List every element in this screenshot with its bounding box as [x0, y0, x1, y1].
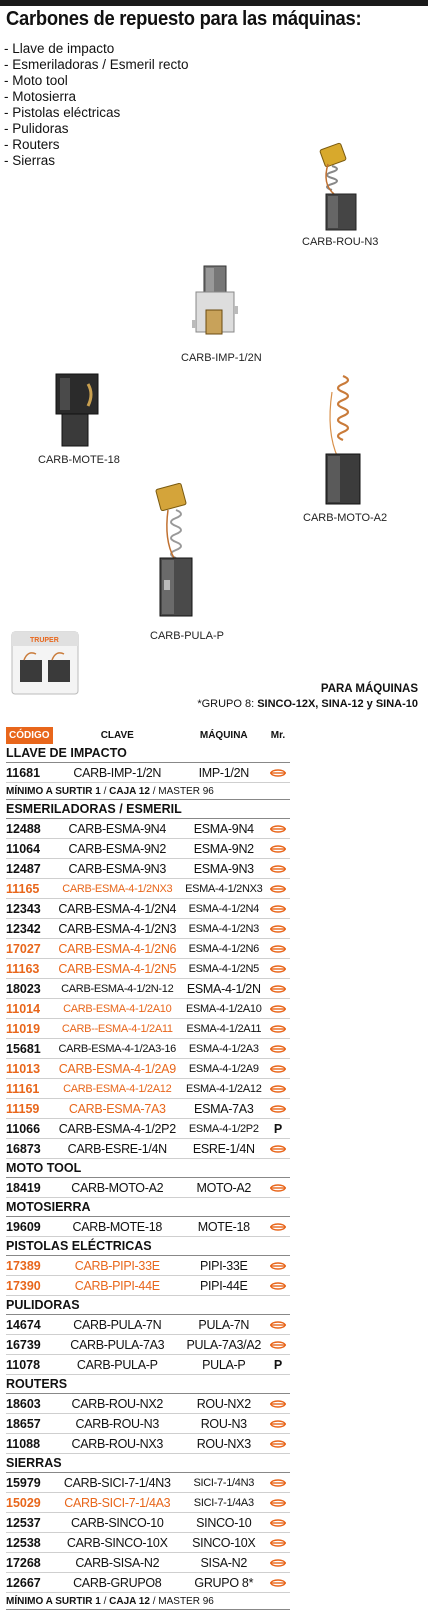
clave-cell: CARB-ESMA-4-1/2A3-16 — [53, 1039, 182, 1059]
maquina-cell: ESMA-4-1/2A12 — [182, 1079, 266, 1099]
clave-cell: CARB-ESMA-4-1/2N6 — [53, 939, 182, 959]
table-row — [6, 1335, 290, 1355]
grupo-prefix: *GRUPO 8: — [197, 698, 258, 710]
note-master: MASTER 96 — [158, 785, 214, 797]
maquina-cell: ESMA-4-1/2A11 — [182, 1019, 266, 1039]
table-row — [6, 879, 290, 899]
table-note-row — [6, 1593, 290, 1610]
code-cell: 11681 — [6, 763, 53, 783]
clave-cell: CARB-ESMA-4-1/2A9 — [53, 1059, 182, 1079]
carbon-brush-icon — [266, 939, 290, 959]
header-mr: Mr. — [270, 730, 286, 741]
section-label: SIERRAS — [6, 1454, 290, 1473]
carbon-brush-pula-image — [150, 480, 206, 620]
table-row — [6, 959, 290, 979]
code-cell: 12667 — [6, 1573, 53, 1593]
table-row — [6, 1573, 290, 1593]
maquina-cell: SICI-7-1/4A3 — [182, 1493, 266, 1513]
table-row — [6, 839, 290, 859]
clave-cell: CARB-PULA-7A3 — [53, 1335, 182, 1355]
carbon-brush-icon — [266, 1394, 290, 1414]
maquina-cell: ESMA-9N4 — [182, 819, 266, 839]
table-row — [6, 899, 290, 919]
carbon-brush-icon — [266, 1493, 290, 1513]
carbon-brush-icon — [266, 1178, 290, 1198]
code-cell: 11163 — [6, 959, 53, 979]
grupo-models: SINCO-12X, SINA-12 y SINA-10 — [257, 698, 418, 710]
code-cell: 14674 — [6, 1315, 53, 1335]
table-row — [6, 1119, 290, 1139]
machine-list — [4, 41, 189, 169]
maquina-cell: ESMA-9N2 — [182, 839, 266, 859]
carbon-brush-moto-image — [318, 372, 368, 508]
code-cell: 11088 — [6, 1434, 53, 1454]
mr-p-icon: P — [266, 1355, 290, 1375]
code-cell: 15979 — [6, 1473, 53, 1493]
table-row — [6, 1493, 290, 1513]
clave-cell: CARB-MOTE-18 — [53, 1217, 182, 1237]
package-image — [10, 630, 80, 696]
note-caja: CAJA 12 — [109, 785, 150, 797]
maquina-cell: MOTO-A2 — [182, 1178, 266, 1198]
carbon-brush-icon — [266, 1217, 290, 1237]
section-label: MOTO TOOL — [6, 1159, 290, 1178]
code-cell: 11013 — [6, 1059, 53, 1079]
minimum-note: MÍNIMO A SURTIR 1 / CAJA 12 / MASTER 96 — [6, 783, 290, 800]
table-section-row — [6, 1159, 290, 1178]
header-maquina: MÁQUINA — [199, 730, 248, 741]
machine-list-item: - Pulidoras — [4, 121, 69, 136]
para-maquinas-heading: PARA MÁQUINAS — [320, 683, 418, 695]
section-label: PULIDORAS — [6, 1296, 290, 1315]
maquina-cell: MOTE-18 — [182, 1217, 266, 1237]
code-cell: 16873 — [6, 1139, 53, 1159]
carbon-brush-icon — [266, 1099, 290, 1119]
maquina-cell: ESMA-4-1/2N6 — [182, 939, 266, 959]
code-cell: 12538 — [6, 1533, 53, 1553]
machine-list-item: - Motosierra — [4, 89, 77, 104]
code-cell: 17389 — [6, 1256, 53, 1276]
clave-cell: CARB-GRUPO8 — [53, 1573, 182, 1593]
code-cell: 17268 — [6, 1553, 53, 1573]
table-row — [6, 763, 290, 783]
maquina-cell: PIPI-44E — [182, 1276, 266, 1296]
carbon-brush-icon — [266, 1276, 290, 1296]
code-cell: 12343 — [6, 899, 53, 919]
table-section-row — [6, 1454, 290, 1473]
maquina-cell: ROU-NX2 — [182, 1394, 266, 1414]
maquina-cell: ESMA-4-1/2A10 — [182, 999, 266, 1019]
code-cell: 11066 — [6, 1119, 53, 1139]
table-row — [6, 1099, 290, 1119]
table-row — [6, 1315, 290, 1335]
package-brand: TRUPER — [30, 637, 59, 644]
clave-cell: CARB-ESMA-4-1/2N3 — [53, 919, 182, 939]
maquina-cell: ROU-NX3 — [182, 1434, 266, 1454]
clave-cell: CARB-ESMA-4-1/2N4 — [53, 899, 182, 919]
maquina-cell: IMP-1/2N — [182, 763, 266, 783]
carbon-brush-icon — [266, 1335, 290, 1355]
section-label: PISTOLAS ELÉCTRICAS — [6, 1237, 290, 1256]
table-row — [6, 1414, 290, 1434]
section-label: LLAVE DE IMPACTO — [6, 744, 290, 763]
maquina-cell: ESMA-4-1/2A3 — [182, 1039, 266, 1059]
note-caja: CAJA 12 — [109, 1595, 150, 1607]
machine-list-item: - Sierras — [4, 153, 56, 168]
clave-cell: CARB--ESMA-4-1/2A11 — [53, 1019, 182, 1039]
table-row — [6, 919, 290, 939]
clave-cell: CARB-PULA-P — [53, 1355, 182, 1375]
carbon-brush-icon — [266, 1019, 290, 1039]
maquina-cell: SINCO-10 — [182, 1513, 266, 1533]
maquina-cell: SISA-N2 — [182, 1553, 266, 1573]
clave-cell: CARB-ESRE-1/4N — [53, 1139, 182, 1159]
section-label: ESMERILADORAS / ESMERIL — [6, 800, 290, 819]
table-section-row — [6, 1198, 290, 1217]
clave-cell: CARB-ROU-N3 — [53, 1414, 182, 1434]
table-row — [6, 859, 290, 879]
code-cell: 15029 — [6, 1493, 53, 1513]
code-cell: 19609 — [6, 1217, 53, 1237]
code-cell: 18603 — [6, 1394, 53, 1414]
maquina-cell: SINCO-10X — [182, 1533, 266, 1553]
clave-cell: CARB-SICI-7-1/4A3 — [53, 1493, 182, 1513]
clave-cell: CARB-SINCO-10 — [53, 1513, 182, 1533]
note-master: MASTER 96 — [158, 1595, 214, 1607]
caption-carb-mote: CARB-MOTE-18 — [38, 454, 120, 466]
clave-cell: CARB-ESMA-9N2 — [53, 839, 182, 859]
carbon-brush-mote-image — [52, 370, 104, 452]
machine-list-item: - Routers — [4, 137, 60, 152]
table-row — [6, 819, 290, 839]
clave-cell: CARB-ESMA-4-1/2A12 — [53, 1079, 182, 1099]
carbon-brush-icon — [266, 1573, 290, 1593]
maquina-cell: PULA-7A3/A2 — [182, 1335, 266, 1355]
carbon-brush-icon — [266, 1434, 290, 1454]
caption-carb-pula: CARB-PULA-P — [150, 630, 224, 642]
table-row — [6, 1019, 290, 1039]
code-cell: 17390 — [6, 1276, 53, 1296]
table-row — [6, 939, 290, 959]
clave-cell: CARB-ROU-NX2 — [53, 1394, 182, 1414]
table-row — [6, 1276, 290, 1296]
maquina-cell: ESMA-4-1/2N3 — [182, 919, 266, 939]
code-cell: 12488 — [6, 819, 53, 839]
caption-carb-rou-n3: CARB-ROU-N3 — [302, 236, 379, 248]
clave-cell: CARB-SINCO-10X — [53, 1533, 182, 1553]
section-label: MOTOSIERRA — [6, 1198, 290, 1217]
carbon-brush-icon — [266, 999, 290, 1019]
clave-cell: CARB-ROU-NX3 — [53, 1434, 182, 1454]
carbon-brush-icon — [266, 1039, 290, 1059]
carbon-brush-icon — [266, 1256, 290, 1276]
maquina-cell: ESMA-4-1/2NX3 — [182, 879, 266, 899]
table-section-row — [6, 800, 290, 819]
maquina-cell: PULA-P — [182, 1355, 266, 1375]
clave-cell: CARB-PIPI-33E — [53, 1256, 182, 1276]
grupo-8-note — [197, 698, 418, 710]
carbon-brush-icon — [266, 879, 290, 899]
table-section-row — [6, 744, 290, 763]
maquina-cell: ROU-N3 — [182, 1414, 266, 1434]
table-row — [6, 1513, 290, 1533]
maquina-cell: ESMA-4-1/2N5 — [182, 959, 266, 979]
clave-cell: CARB-IMP-1/2N — [53, 763, 182, 783]
code-cell: 11165 — [6, 879, 53, 899]
maquina-cell: ESMA-4-1/2A9 — [182, 1059, 266, 1079]
code-cell: 12487 — [6, 859, 53, 879]
caption-carb-imp: CARB-IMP-1/2N — [181, 352, 262, 364]
table-header-row — [6, 727, 290, 744]
code-cell: 15681 — [6, 1039, 53, 1059]
clave-cell: CARB-PIPI-44E — [53, 1276, 182, 1296]
header-clave: CLAVE — [100, 730, 134, 741]
table-row — [6, 979, 290, 999]
carbon-brush-icon — [266, 979, 290, 999]
clave-cell: CARB-ESMA-7A3 — [53, 1099, 182, 1119]
carbon-brush-icon — [266, 1473, 290, 1493]
code-cell: 11019 — [6, 1019, 53, 1039]
minimum-note: MÍNIMO A SURTIR 1 / CAJA 12 / MASTER 96 — [6, 1593, 290, 1610]
table-section-row — [6, 1237, 290, 1256]
maquina-cell: GRUPO 8* — [182, 1573, 266, 1593]
table-row — [6, 1473, 290, 1493]
maquina-cell: PULA-7N — [182, 1315, 266, 1335]
note-min: MÍNIMO A SURTIR 1 — [6, 1595, 101, 1607]
carbon-brush-table — [6, 727, 290, 1610]
table-row — [6, 999, 290, 1019]
carbon-brush-icon — [266, 1315, 290, 1335]
table-row — [6, 1059, 290, 1079]
carbon-brush-icon — [266, 899, 290, 919]
table-row — [6, 1256, 290, 1276]
carbon-brush-icon — [266, 1553, 290, 1573]
machine-list-item: - Llave de impacto — [4, 41, 115, 56]
table-section-row — [6, 1296, 290, 1315]
note-min: MÍNIMO A SURTIR 1 — [6, 785, 101, 797]
carbon-brush-icon — [266, 839, 290, 859]
clave-cell: CARB-ESMA-9N3 — [53, 859, 182, 879]
clave-cell: CARB-PULA-7N — [53, 1315, 182, 1335]
table-row — [6, 1079, 290, 1099]
machine-list-item: - Pistolas eléctricas — [4, 105, 121, 120]
carbon-brush-icon — [266, 1533, 290, 1553]
maquina-cell: ESMA-7A3 — [182, 1099, 266, 1119]
carbon-brush-imp-image — [186, 262, 246, 348]
table-section-row — [6, 1375, 290, 1394]
maquina-cell: ESMA-9N3 — [182, 859, 266, 879]
clave-cell: CARB-ESMA-4-1/2P2 — [53, 1119, 182, 1139]
clave-cell: CARB-ESMA-4-1/2N-12 — [53, 979, 182, 999]
maquina-cell: ESMA-4-1/2P2 — [182, 1119, 266, 1139]
carbon-brush-icon — [266, 1059, 290, 1079]
table-row — [6, 1039, 290, 1059]
clave-cell: CARB-ESMA-4-1/2NX3 — [53, 879, 182, 899]
header-code: CÓDIGO — [6, 727, 53, 744]
code-cell: 16739 — [6, 1335, 53, 1355]
carbon-brush-rou-n3-image — [312, 140, 372, 236]
clave-cell: CARB-ESMA-4-1/2A10 — [53, 999, 182, 1019]
table-row — [6, 1355, 290, 1375]
code-cell: 11064 — [6, 839, 53, 859]
caption-carb-moto: CARB-MOTO-A2 — [303, 512, 388, 524]
code-cell: 11014 — [6, 999, 53, 1019]
clave-cell: CARB-MOTO-A2 — [53, 1178, 182, 1198]
table-note-row — [6, 783, 290, 800]
code-cell: 12537 — [6, 1513, 53, 1533]
table-row — [6, 1178, 290, 1198]
code-cell: 18657 — [6, 1414, 53, 1434]
top-bar — [0, 0, 428, 6]
code-cell: 12342 — [6, 919, 53, 939]
carbon-brush-icon — [266, 1513, 290, 1533]
table-row — [6, 1533, 290, 1553]
carbon-brush-icon — [266, 1079, 290, 1099]
code-cell: 18023 — [6, 979, 53, 999]
maquina-cell: ESMA-4-1/2N — [182, 979, 266, 999]
clave-cell: CARB-ESMA-4-1/2N5 — [53, 959, 182, 979]
code-cell: 11161 — [6, 1079, 53, 1099]
table-row — [6, 1394, 290, 1414]
clave-cell: CARB-SISA-N2 — [53, 1553, 182, 1573]
table-row — [6, 1217, 290, 1237]
machine-list-item: - Moto tool — [4, 73, 68, 88]
page-title: Carbones de repuesto para las máquinas: — [6, 8, 362, 30]
maquina-cell: ESRE-1/4N — [182, 1139, 266, 1159]
carbon-brush-icon — [266, 763, 290, 783]
code-cell: 11159 — [6, 1099, 53, 1119]
carbon-brush-icon — [266, 859, 290, 879]
code-cell: 18419 — [6, 1178, 53, 1198]
code-cell: 17027 — [6, 939, 53, 959]
machine-list-item: - Esmeriladoras / Esmeril recto — [4, 57, 189, 72]
table-row — [6, 1553, 290, 1573]
maquina-cell: PIPI-33E — [182, 1256, 266, 1276]
carbon-brush-icon — [266, 959, 290, 979]
carbon-brush-icon — [266, 1139, 290, 1159]
clave-cell: CARB-SICI-7-1/4N3 — [53, 1473, 182, 1493]
table-row — [6, 1434, 290, 1454]
section-label: ROUTERS — [6, 1375, 290, 1394]
carbon-brush-icon — [266, 919, 290, 939]
maquina-cell: ESMA-4-1/2N4 — [182, 899, 266, 919]
mr-p-icon: P — [266, 1119, 290, 1139]
carbon-brush-icon — [266, 1414, 290, 1434]
maquina-cell: SICI-7-1/4N3 — [182, 1473, 266, 1493]
code-cell: 11078 — [6, 1355, 53, 1375]
carbon-brush-icon — [266, 819, 290, 839]
clave-cell: CARB-ESMA-9N4 — [53, 819, 182, 839]
table-row — [6, 1139, 290, 1159]
